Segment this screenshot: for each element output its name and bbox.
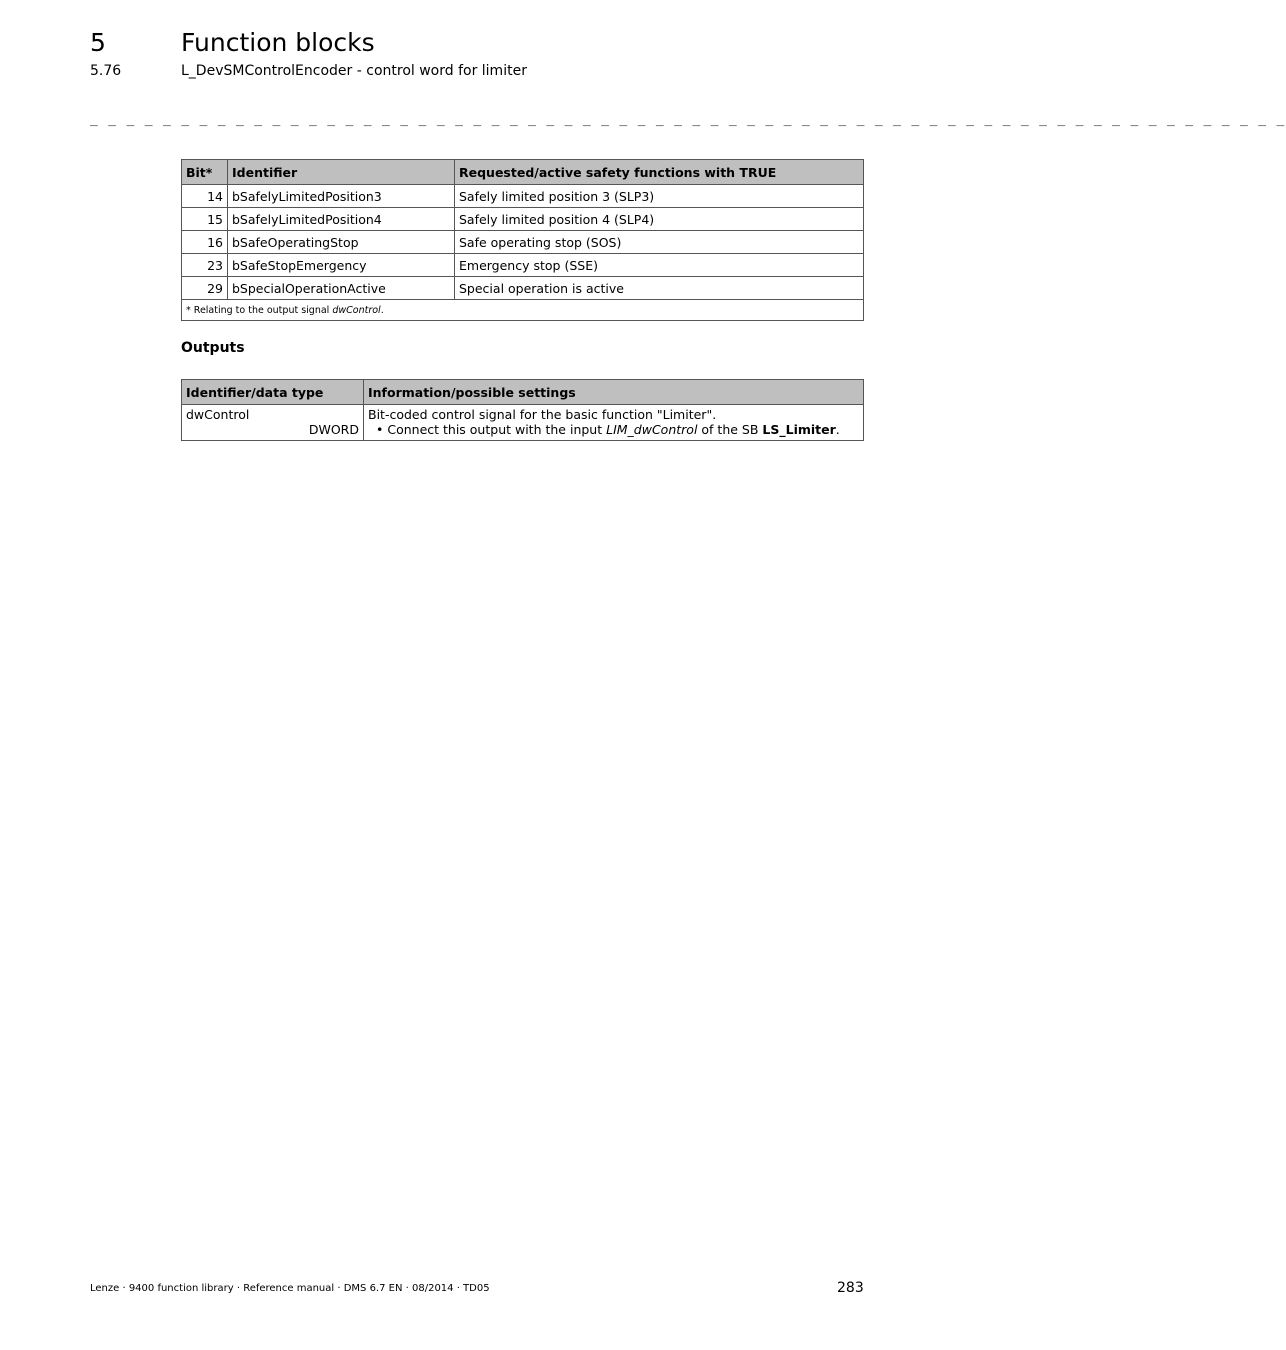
outputs-heading: Outputs bbox=[181, 340, 245, 356]
footnote-suffix: . bbox=[380, 304, 384, 316]
identifier: bSafelyLimitedPosition3 bbox=[228, 185, 455, 208]
safety-function: Emergency stop (SSE) bbox=[455, 254, 864, 277]
safety-function: Safely limited position 3 (SLP3) bbox=[455, 185, 864, 208]
chapter-number: 5 bbox=[90, 28, 106, 57]
control-bits-table bbox=[181, 159, 864, 321]
output-bullet bbox=[368, 422, 859, 437]
bullet-block: LS_Limiter bbox=[762, 422, 836, 437]
output-data-type: DWORD bbox=[308, 422, 359, 437]
footnote-signal: dwControl bbox=[332, 304, 381, 316]
table-row bbox=[182, 277, 864, 300]
outputs-table bbox=[181, 379, 864, 441]
bit-number: 23 bbox=[182, 254, 228, 277]
section-title: L_DevSMControlEncoder - control word for limiter bbox=[181, 63, 527, 79]
bit-number: 29 bbox=[182, 277, 228, 300]
chapter-title: Function blocks bbox=[181, 28, 375, 57]
identifier: bSafelyLimitedPosition4 bbox=[228, 208, 455, 231]
header-safety-function: Requested/active safety functions with TRUE bbox=[455, 160, 864, 185]
table-row bbox=[182, 405, 864, 441]
table-row bbox=[182, 254, 864, 277]
output-information-cell bbox=[364, 405, 864, 441]
safety-function: Safe operating stop (SOS) bbox=[455, 231, 864, 254]
table-row bbox=[182, 185, 864, 208]
identifier: bSpecialOperationActive bbox=[228, 277, 455, 300]
bullet-suffix: . bbox=[835, 422, 840, 437]
identifier: bSafeOperatingStop bbox=[228, 231, 455, 254]
header-bit: Bit* bbox=[182, 160, 228, 185]
footnote-prefix: * Relating to the output signal bbox=[186, 304, 333, 316]
table-footnote-row bbox=[182, 300, 864, 321]
table-footnote bbox=[182, 300, 864, 321]
table-header-row bbox=[182, 160, 864, 185]
table-row bbox=[182, 231, 864, 254]
identifier: bSafeStopEmergency bbox=[228, 254, 455, 277]
safety-function: Safely limited position 4 (SLP4) bbox=[455, 208, 864, 231]
header-dashed-rule: _ _ _ _ _ _ _ _ _ _ _ _ _ _ _ _ _ _ _ _ _ _ _ _ _ _ _ _ _ _ _ _ _ _ _ _ _ _ _ _ _ _ _ _ _ _ _ _ _ _ _ _ _ _ _ _ _ _ _ _ _ _ _ _ _ _ bbox=[90, 112, 1286, 127]
output-description: Bit-coded control signal for the basic function "Limiter". bbox=[368, 407, 717, 422]
bullet-input: LIM_dwControl bbox=[606, 422, 698, 437]
safety-function: Special operation is active bbox=[455, 277, 864, 300]
page-number: 283 bbox=[837, 1280, 864, 1296]
bullet-middle: of the SB bbox=[697, 422, 763, 437]
footer-text: Lenze · 9400 function library · Reference manual · DMS 6.7 EN · 08/2014 · TD05 bbox=[90, 1283, 490, 1294]
bit-number: 14 bbox=[182, 185, 228, 208]
output-identifier: dwControl bbox=[186, 407, 250, 422]
bullet-prefix: • Connect this output with the input bbox=[376, 422, 607, 437]
table-row bbox=[182, 208, 864, 231]
bit-number: 16 bbox=[182, 231, 228, 254]
output-identifier-cell bbox=[182, 405, 364, 441]
header-identifier-data-type: Identifier/data type bbox=[182, 380, 364, 405]
header-identifier: Identifier bbox=[228, 160, 455, 185]
bit-number: 15 bbox=[182, 208, 228, 231]
header-information: Information/possible settings bbox=[364, 380, 864, 405]
section-number: 5.76 bbox=[90, 63, 122, 79]
table-header-row bbox=[182, 380, 864, 405]
